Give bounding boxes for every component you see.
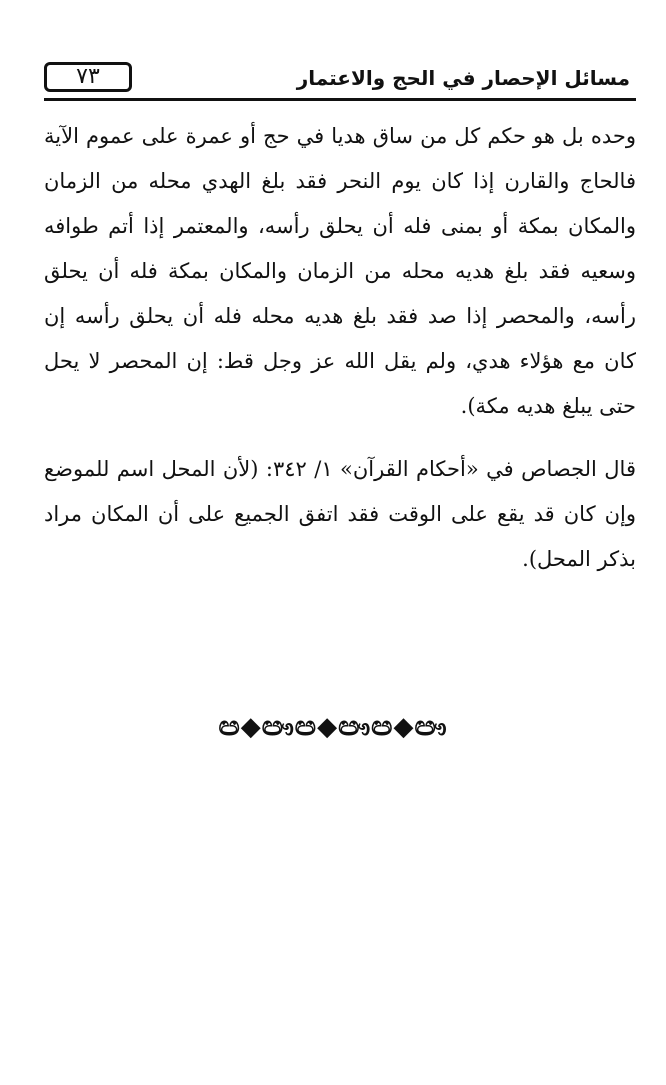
section-end-ornament: ඏ◆ඐඏ◆ඐඏ◆ඐ [218,712,448,742]
body-text [44,114,636,582]
paragraph-1: وحده بل هو حكم كل من ساق هديا في حج أو عمرة على عموم الآية فالحاج والقارن إذا كان يوم النحر فقد بلغ الهدي محله من الزمان والمكان بمكة أو بمنى فله أن يحلق رأسه، والمعتمر إذا أتم طوافه وسعيه فقد بلغ هديه محله من الزمان والمكان بمكة فله أن يحلق رأسه، والمحصر إذا صد فقد بلغ هديه محله فله أن يحلق رأسه إن كان مع هؤلاء هدي، ولم يقل الله عز وجل قط: إن المحصر لا يحل حتى يبلغ هديه مكة). [44,124,636,418]
paragraph-2: قال الجصاص في «أحكام القرآن» ١/ ٣٤٢: (لأن المحل اسم للموضع وإن كان قد يقع على الوقت فقد اتفق الجميع على أن المكان مراد بذكر المحل). [44,457,636,571]
header-rule [44,98,636,101]
page-number: ٧٣ [44,62,132,92]
running-title: مسائل الإحصار في الحج والاعتمار [296,66,630,90]
page-header [44,62,636,102]
